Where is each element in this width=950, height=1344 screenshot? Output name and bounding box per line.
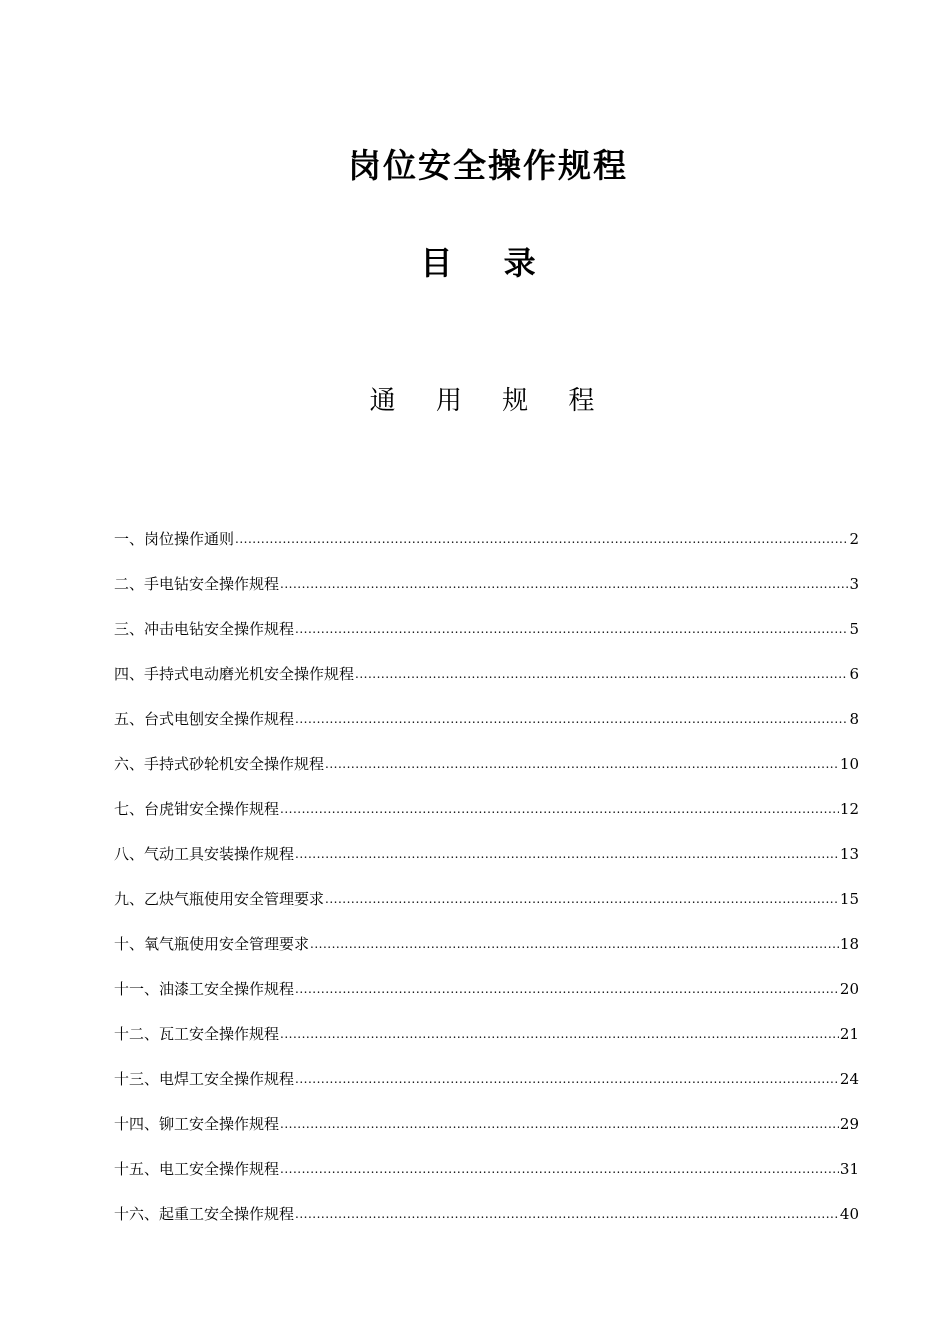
toc-dot-leader	[295, 1067, 839, 1091]
toc-entry-label: 五、台式电刨安全操作规程	[114, 710, 295, 728]
toc-entry-page: 31	[839, 1160, 859, 1178]
table-of-contents	[114, 506, 859, 1226]
toc-entry[interactable]	[114, 686, 859, 731]
toc-entry[interactable]	[114, 1001, 859, 1046]
toc-entry[interactable]	[114, 1181, 859, 1226]
toc-dot-leader	[295, 617, 848, 641]
toc-dot-leader	[280, 797, 839, 821]
toc-entry-page: 15	[839, 890, 859, 908]
toc-dot-leader	[280, 1157, 839, 1181]
toc-entry[interactable]	[114, 731, 859, 776]
toc-entry-label: 十、氧气瓶使用安全管理要求	[114, 935, 310, 953]
toc-entry-label: 八、气动工具安装操作规程	[114, 845, 295, 863]
toc-dot-leader	[325, 752, 839, 776]
toc-entry-label: 六、手持式砂轮机安全操作规程	[114, 755, 325, 773]
toc-entry[interactable]	[114, 596, 859, 641]
toc-entry[interactable]	[114, 911, 859, 956]
toc-entry-label: 十一、油漆工安全操作规程	[114, 980, 295, 998]
toc-entry-label: 一、岗位操作通则	[114, 530, 235, 548]
toc-heading: 目 录	[420, 244, 556, 282]
toc-entry[interactable]	[114, 821, 859, 866]
toc-entry-page: 40	[839, 1205, 859, 1223]
toc-entry-label: 二、手电钻安全操作规程	[114, 575, 280, 593]
toc-entry-page: 20	[839, 980, 859, 998]
toc-entry[interactable]	[114, 1091, 859, 1136]
toc-entry-page: 18	[839, 935, 859, 953]
toc-entry-label: 七、台虎钳安全操作规程	[114, 800, 280, 818]
toc-entry[interactable]	[114, 641, 859, 686]
toc-entry-page: 10	[839, 755, 859, 773]
toc-entry-page: 13	[839, 845, 859, 863]
toc-dot-leader	[280, 1112, 839, 1136]
toc-dot-leader	[295, 977, 839, 1001]
toc-entry[interactable]	[114, 776, 859, 821]
toc-dot-leader	[280, 1022, 839, 1046]
toc-entry-label: 十六、起重工安全操作规程	[114, 1205, 295, 1223]
toc-entry-label: 三、冲击电钻安全操作规程	[114, 620, 295, 638]
toc-entry[interactable]	[114, 1046, 859, 1091]
toc-entry[interactable]	[114, 551, 859, 596]
toc-dot-leader	[355, 662, 848, 686]
toc-entry-label: 十四、铆工安全操作规程	[114, 1115, 280, 1133]
toc-entry-page: 12	[839, 800, 859, 818]
toc-dot-leader	[235, 527, 848, 551]
toc-entry[interactable]	[114, 1136, 859, 1181]
toc-dot-leader	[325, 887, 839, 911]
toc-entry-page: 29	[839, 1115, 859, 1133]
toc-entry-label: 十二、瓦工安全操作规程	[114, 1025, 280, 1043]
toc-entry-page: 3	[849, 575, 859, 593]
document-title: 岗位安全操作规程	[348, 146, 628, 185]
toc-dot-leader	[295, 842, 839, 866]
toc-entry[interactable]	[114, 956, 859, 1001]
toc-entry-label: 十五、电工安全操作规程	[114, 1160, 280, 1178]
toc-entry-page: 2	[849, 530, 859, 548]
toc-dot-leader	[310, 932, 839, 956]
toc-dot-leader	[295, 707, 848, 731]
toc-entry[interactable]	[114, 866, 859, 911]
toc-entry-page: 21	[839, 1025, 859, 1043]
toc-entry-page: 8	[849, 710, 859, 728]
toc-entry-label: 九、乙炔气瓶使用安全管理要求	[114, 890, 325, 908]
toc-dot-leader	[280, 572, 848, 596]
toc-entry-page: 6	[849, 665, 859, 683]
toc-entry[interactable]	[114, 506, 859, 551]
toc-entry-page: 24	[839, 1070, 859, 1088]
toc-dot-leader	[295, 1202, 839, 1226]
toc-entry-label: 四、手持式电动磨光机安全操作规程	[114, 665, 355, 683]
section-heading: 通 用 规 程	[369, 386, 611, 416]
toc-entry-label: 十三、电焊工安全操作规程	[114, 1070, 295, 1088]
toc-entry-page: 5	[849, 620, 859, 638]
